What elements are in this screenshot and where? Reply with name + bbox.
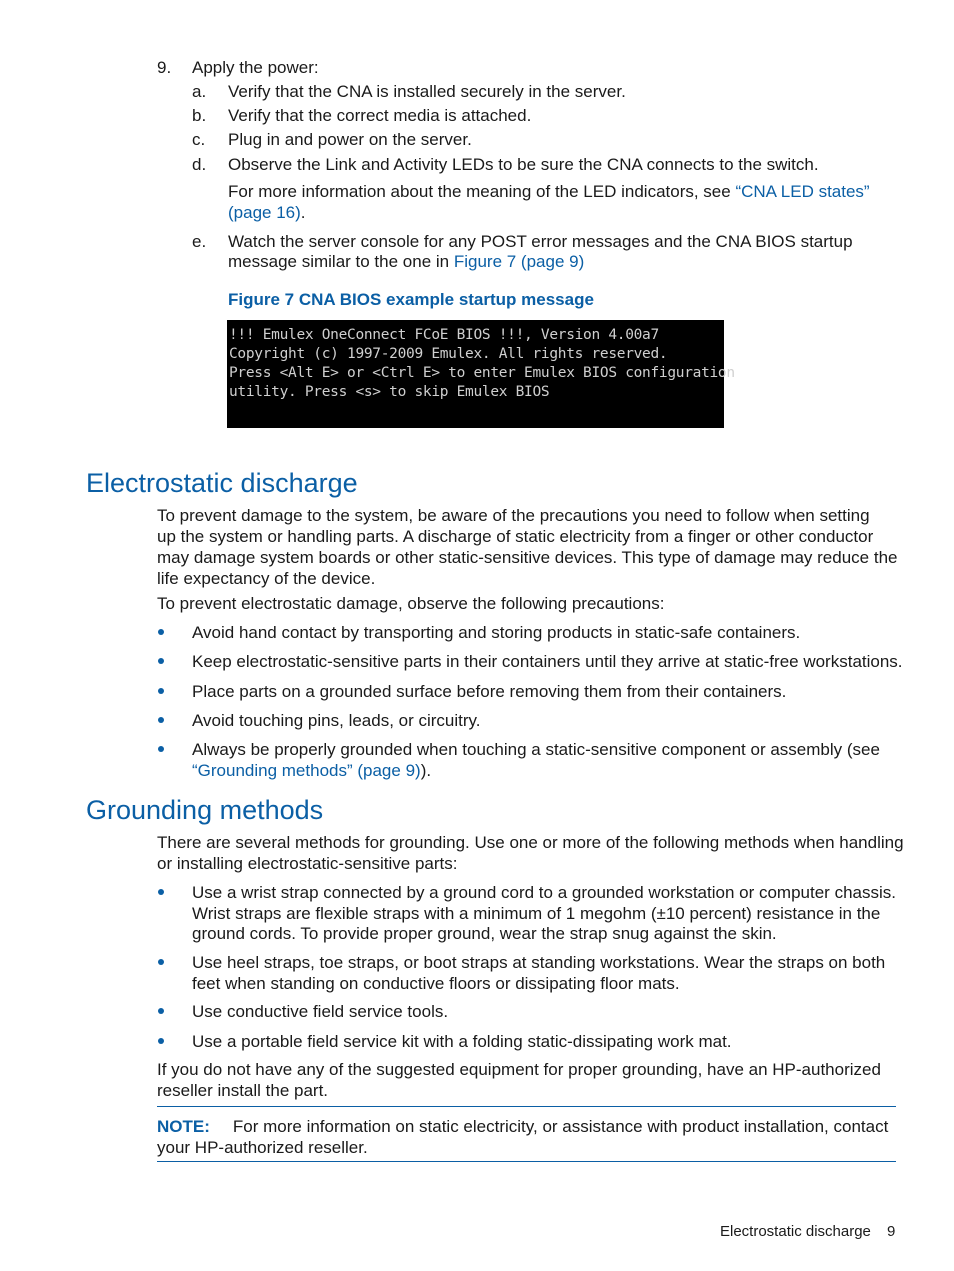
list-item: Use a portable field service kit with a folding static-dissipating work mat. [192,1032,732,1051]
led-note-line [228,181,870,202]
cna-led-states-link[interactable]: “CNA LED states” [735,182,870,201]
list-item-cont [192,760,431,781]
list-item: Keep electrostatic-sensitive parts in their containers until they arrive at static-free workstations. [192,652,903,671]
list-item: Use a wrist strap connected by a ground cord to a grounded workstation or computer chassis. [192,883,896,902]
substep-text: Watch the server console for any POST error messages and the CNA BIOS startup [228,232,853,251]
esd-paragraph-line: may damage system boards or other static-sensitive devices. This type of damage may reduce the [157,548,898,567]
list-item-cont: ground cords. To provide proper ground, wear the strap snug against the skin. [192,924,777,943]
section-heading-esd: Electrostatic discharge [86,468,358,498]
esd-paragraph-line: up the system or handling parts. A discharge of static electricity from a finger or other conductor [157,527,874,546]
grounding-intro-line: There are several methods for grounding. Use one or more of the following methods when handling [157,833,904,852]
substep-letter: e. [192,232,207,251]
console-line: utility. Press <s> to skip Emulex BIOS [229,384,550,400]
figure-caption: Figure 7 CNA BIOS example startup message [228,290,594,309]
bullet-icon [158,717,164,723]
console-line: Copyright (c) 1997-2009 Emulex. All rights reserved. [229,346,668,362]
esd-paragraph-line: To prevent damage to the system, be aware of the precautions you need to follow when setting [157,506,870,525]
grounding-closing-line: If you do not have any of the suggested equipment for proper grounding, have an HP-authorized [157,1060,881,1079]
note-label: NOTE: [157,1117,210,1136]
list-item-cont: feet when standing on conductive floors or dissipating floor mats. [192,974,680,993]
list-item: Use heel straps, toe straps, or boot straps at standing workstations. Wear the straps on both [192,953,886,972]
step-title: Apply the power: [192,58,319,77]
console-screenshot [227,320,735,428]
console-line: !!! Emulex OneConnect FCoE BIOS !!!, Version 4.00a7 [229,327,659,343]
list-item: Avoid touching pins, leads, or circuitry. [192,711,481,730]
substep-text: Verify that the correct media is attached. [228,106,532,125]
led-note-line-2 [228,202,306,223]
substep-text: Observe the Link and Activity LEDs to be sure the CNA connects to the switch. [228,155,819,174]
substep-text: Plug in and power on the server. [228,130,472,149]
substep-letter: c. [192,130,206,149]
note-bottom-rule [157,1161,896,1162]
substep-letter: a. [192,82,207,101]
note-line-1 [157,1116,888,1137]
list-item-suffix: ). [420,761,432,780]
note-top-rule [157,1106,896,1107]
note-text: For more information on static electricity, or assistance with product installation, contact [232,1117,889,1136]
list-item: Always be properly grounded when touching a static-sensitive component or assembly (see [192,740,880,759]
note-line-2: your HP-authorized reseller. [157,1138,368,1157]
bullet-icon [158,658,164,664]
substep-text: Verify that the CNA is installed securely in the server. [228,82,626,101]
grounding-closing-line: reseller install the part. [157,1081,329,1100]
esd-paragraph-line: life expectancy of the device. [157,569,376,588]
substep-text-cont [228,251,584,272]
footer-section-title: Electrostatic discharge [720,1223,871,1240]
led-note-text: For more information about the meaning of the LED indicators, see [228,182,736,201]
bullet-icon [158,1008,164,1014]
esd-precautions-intro: To prevent electrostatic damage, observe the following precautions: [157,594,665,613]
bullet-icon [158,688,164,694]
bullet-icon [158,629,164,635]
bullet-icon [158,959,164,965]
led-note-suffix: . [300,203,306,222]
section-heading-grounding: Grounding methods [86,795,324,825]
list-item: Place parts on a grounded surface before removing them from their containers. [192,682,787,701]
list-item-cont: Wrist straps are flexible straps with a minimum of 1 megohm (±10 percent) resistance in the [192,904,881,923]
grounding-methods-link[interactable]: “Grounding methods” (page 9) [192,761,421,780]
grounding-intro-line: or installing electrostatic-sensitive parts: [157,854,458,873]
bullet-icon [158,746,164,752]
list-item: Use conductive field service tools. [192,1002,449,1021]
console-line: Press <Alt E> or <Ctrl E> to enter Emulex BIOS configuration [229,365,735,381]
substep-text-prefix: message similar to the one in [228,252,454,271]
substep-letter: b. [192,106,207,125]
list-item: Avoid hand contact by transporting and storing products in static-safe containers. [192,623,801,642]
bullet-icon [158,889,164,895]
figure-7-link[interactable]: Figure 7 (page 9) [453,252,585,271]
step-number: 9. [157,58,172,77]
bullet-icon [158,1038,164,1044]
footer-page-number: 9 [887,1223,896,1240]
substep-letter: d. [192,155,207,174]
cna-led-states-page-link[interactable]: (page 16) [228,203,301,222]
